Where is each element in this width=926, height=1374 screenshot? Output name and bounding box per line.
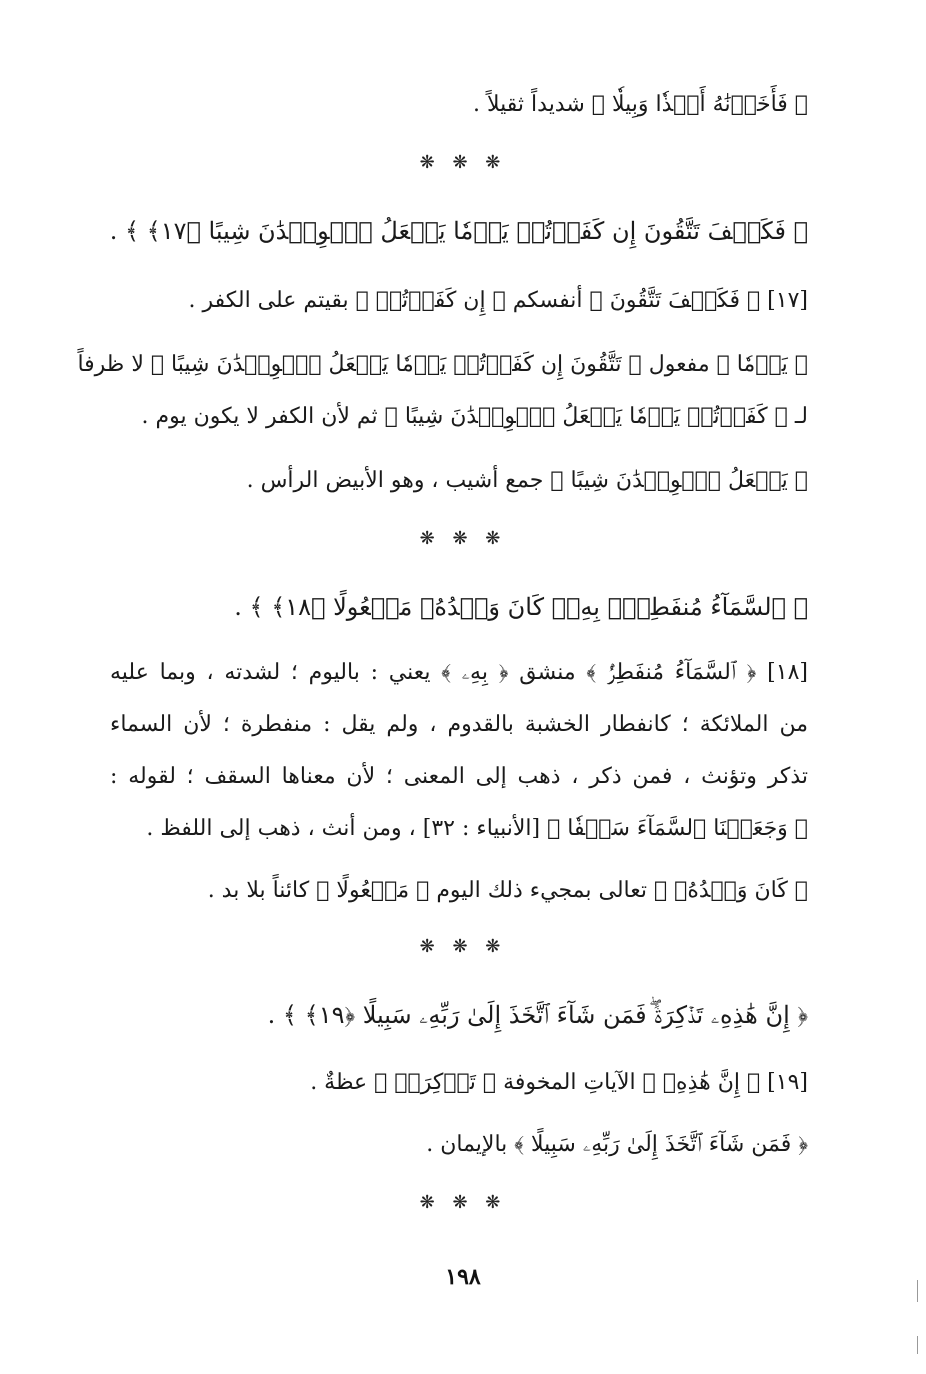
text-line: ﴿ يَوۡمٗا ﴾ مفعول ﴿ تَتَّقُونَ إِن كَفَرۡتُمۡ يَوۡمٗا يَجۡعَلُ ٱلۡوِلۡدَٰنَ شِيبًا ﴾ لا ظرفاً (77, 352, 808, 377)
scan-edge-mark (917, 1336, 918, 1354)
text-line: ﴿ فَمَن شَآءَ ٱتَّخَذَ إِلَىٰ رَبِّهِۦ سَبِيلًا ﴾ بالإيمان . (426, 1132, 808, 1157)
text-line: ﴿ فَأَخَذۡنَٰهُ أَخۡذٗا وَبِيلٗا ﴾ شديداً ثقيلاً . (473, 92, 808, 117)
section-separator: ❋ ❋ ❋ (419, 528, 507, 549)
text-line: تذكر وتؤنث ، فمن ذكر ، ذهب إلى المعنى ؛ لأن معناها السقف ؛ لقوله : (110, 764, 808, 789)
text-line: ﴿ يَجۡعَلُ ٱلۡوِلۡدَٰنَ شِيبًا ﴾ جمع أشيب ، وهو الأبيض الرأس . (246, 468, 808, 493)
text-line: [١٧] ﴿ فَكَيۡفَ تَتَّقُونَ ﴾ أنفسكم ﴿ إِن كَفَرۡتُمۡ ﴾ بقيتم على الكفر . (188, 288, 808, 313)
section-separator: ❋ ❋ ❋ (419, 1192, 507, 1213)
section-separator: ❋ ❋ ❋ (419, 152, 507, 173)
text-line: من الملائكة ؛ كانفطار الخشبة بالقدوم ، ولم يقل : منفطرة ؛ لأن السماء (110, 712, 808, 737)
section-separator: ❋ ❋ ❋ (419, 936, 507, 957)
text-line: [١٨] ﴿ ٱلسَّمَآءُ مُنفَطِرُۢ ﴾ منشق ﴿ بِهِۦ ﴾ يعني : باليوم ؛ لشدته ، وبما عليه (110, 660, 808, 685)
verse-heading: ﴿ فَكَيۡفَ تَتَّقُونَ إِن كَفَرۡتُمۡ يَوۡمٗا يَجۡعَلُ ٱلۡوِلۡدَٰنَ شِيبًا ﴿١٧﴾ ﴾ . (109, 217, 808, 245)
verse-heading: ﴿ ٱلسَّمَآءُ مُنفَطِرُۢ بِهِۦۚ كَانَ وَعۡدُهُۥ مَفۡعُولًا ﴿١٨﴾ ﴾ . (234, 593, 808, 621)
text-line: لـ ﴿ كَفَرۡتُمۡ يَوۡمٗا يَجۡعَلُ ٱلۡوِلۡدَٰنَ شِيبًا ﴾ ثم لأن الكفر لا يكون يوم . (141, 404, 808, 429)
text-line: [١٩] ﴿ إِنَّ هَٰذِهِۦ ﴾ الآياتِ المخوفة ﴿ تَذۡكِرَةٞ ﴾ عظةٌ . (310, 1070, 808, 1095)
scan-edge-mark (917, 1280, 918, 1302)
text-line: ﴿ وَجَعَلۡنَا ٱلسَّمَآءَ سَقۡفٗا ﴾ [الأنبياء : ٣٢] ، ومن أنث ، ذهب إلى اللفظ . (146, 816, 808, 841)
page-number: ١٩٨ (445, 1264, 481, 1290)
verse-heading: ﴿ إِنَّ هَٰذِهِۦ تَذۡكِرَةٞۖ فَمَن شَآءَ ٱتَّخَذَ إِلَىٰ رَبِّهِۦ سَبِيلًا ﴿١٩﴾ ﴾ . (267, 1001, 808, 1029)
text-line: ﴿ كَانَ وَعۡدُهُۥ ﴾ تعالى بمجيء ذلك اليوم ﴿ مَفۡعُولًا ﴾ كائناً بلا بد . (207, 878, 808, 903)
